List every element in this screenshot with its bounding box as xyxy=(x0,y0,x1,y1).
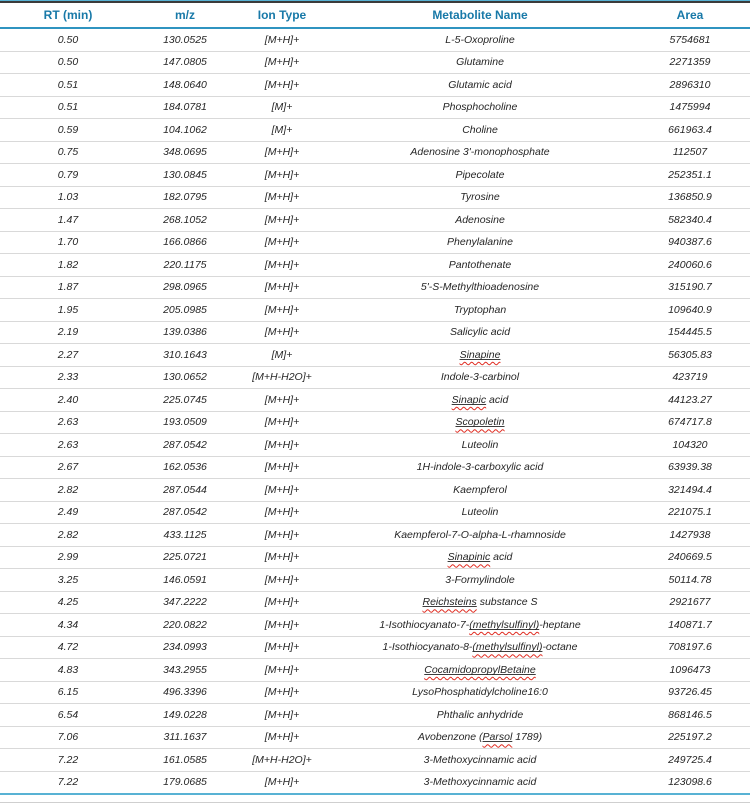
mz-cell: 161.0585 xyxy=(136,749,234,772)
area-cell: 2271359 xyxy=(630,51,750,74)
rt-cell: 3.25 xyxy=(0,569,136,592)
rt-cell: 6.15 xyxy=(0,681,136,704)
metabolite-name-cell: Luteolin xyxy=(330,434,630,457)
misspelled-word: Reichsteins xyxy=(422,596,477,609)
misspelled-word: (methylsulfinyl) xyxy=(472,641,543,654)
table-row xyxy=(0,524,750,547)
area-cell: 661963.4 xyxy=(630,119,750,142)
area-cell: 140871.7 xyxy=(630,614,750,637)
rt-cell: 0.79 xyxy=(0,164,136,187)
table-row xyxy=(0,501,750,524)
mz-cell: 298.0965 xyxy=(136,276,234,299)
misspelled-word: Scopoletin xyxy=(455,416,505,429)
mz-cell: 130.0845 xyxy=(136,164,234,187)
ion-type-cell: [M+H]+ xyxy=(234,141,330,164)
mz-cell: 182.0795 xyxy=(136,186,234,209)
table-row xyxy=(0,28,750,51)
ion-type-cell: [M]+ xyxy=(234,119,330,142)
rt-cell: 0.59 xyxy=(0,119,136,142)
ion-type-cell: [M]+ xyxy=(234,96,330,119)
table-row xyxy=(0,366,750,389)
rt-cell: 1.87 xyxy=(0,276,136,299)
mz-cell: 220.0822 xyxy=(136,614,234,637)
rt-cell: 4.83 xyxy=(0,659,136,682)
mz-cell: 343.2955 xyxy=(136,659,234,682)
table-row xyxy=(0,254,750,277)
misspelled-word: Sinapinic xyxy=(447,551,491,564)
area-cell: 50114.78 xyxy=(630,569,750,592)
metabolite-name-cell: 3-Methoxycinnamic acid xyxy=(330,749,630,772)
metabolite-name-cell: Salicylic acid xyxy=(330,321,630,344)
table-row xyxy=(0,704,750,727)
table-row xyxy=(0,344,750,367)
mz-cell: 234.0993 xyxy=(136,636,234,659)
area-cell: 44123.27 xyxy=(630,389,750,412)
ion-type-cell: [M+H]+ xyxy=(234,74,330,97)
metabolite-name-cell: Phenylalanine xyxy=(330,231,630,254)
table-row xyxy=(0,119,750,142)
mz-cell: 225.0721 xyxy=(136,546,234,569)
table-row xyxy=(0,771,750,794)
ion-type-cell: [M+H]+ xyxy=(234,546,330,569)
mz-cell: 162.0536 xyxy=(136,456,234,479)
rt-cell: 2.63 xyxy=(0,411,136,434)
ion-type-cell: [M+H]+ xyxy=(234,254,330,277)
area-cell: 240060.6 xyxy=(630,254,750,277)
area-cell: 123098.6 xyxy=(630,771,750,794)
metabolite-name-cell: LysoPhosphatidylcholine16:0 xyxy=(330,681,630,704)
ion-type-cell: [M+H]+ xyxy=(234,591,330,614)
ion-type-cell: [M+H]+ xyxy=(234,681,330,704)
ion-type-cell: [M+H-H2O]+ xyxy=(234,366,330,389)
metabolite-name-cell: 1H-indole-3-carboxylic acid xyxy=(330,456,630,479)
mz-cell: 147.0805 xyxy=(136,51,234,74)
ion-type-cell: [M+H]+ xyxy=(234,501,330,524)
rt-cell: 0.50 xyxy=(0,28,136,51)
rt-cell: 2.82 xyxy=(0,479,136,502)
mz-cell: 193.0509 xyxy=(136,411,234,434)
table-row xyxy=(0,74,750,97)
table-row xyxy=(0,749,750,772)
mz-cell: 347.2222 xyxy=(136,591,234,614)
rt-cell: 1.47 xyxy=(0,209,136,232)
ion-type-cell: [M+H]+ xyxy=(234,771,330,794)
table-row xyxy=(0,276,750,299)
area-cell: 940387.6 xyxy=(630,231,750,254)
ion-type-cell: [M+H]+ xyxy=(234,659,330,682)
mz-cell: 268.1052 xyxy=(136,209,234,232)
ion-type-cell: [M+H]+ xyxy=(234,726,330,749)
mz-cell: 130.0525 xyxy=(136,28,234,51)
table-row xyxy=(0,164,750,187)
area-cell: 249725.4 xyxy=(630,749,750,772)
table-row xyxy=(0,51,750,74)
mz-cell: 130.0652 xyxy=(136,366,234,389)
ion-type-cell: [M+H]+ xyxy=(234,299,330,322)
table-row xyxy=(0,96,750,119)
rt-cell: 2.19 xyxy=(0,321,136,344)
table-row xyxy=(0,299,750,322)
metabolite-name-cell: Tyrosine xyxy=(330,186,630,209)
area-cell: 93726.45 xyxy=(630,681,750,704)
metabolite-name-cell: 3-Formylindole xyxy=(330,569,630,592)
metabolite-name-cell: Sinapinic acid xyxy=(330,546,630,569)
area-cell: 240669.5 xyxy=(630,546,750,569)
table-row xyxy=(0,186,750,209)
table-header xyxy=(0,2,750,28)
area-cell: 582340.4 xyxy=(630,209,750,232)
metabolite-name-cell: Adenosine 3'-monophosphate xyxy=(330,141,630,164)
mz-cell: 433.1125 xyxy=(136,524,234,547)
area-cell: 1475994 xyxy=(630,96,750,119)
metabolite-name-cell: Reichsteins substance S xyxy=(330,591,630,614)
ion-type-cell: [M+H]+ xyxy=(234,479,330,502)
rt-cell: 2.49 xyxy=(0,501,136,524)
table-row xyxy=(0,569,750,592)
area-cell: 1096473 xyxy=(630,659,750,682)
ion-type-cell: [M+H]+ xyxy=(234,411,330,434)
area-cell: 315190.7 xyxy=(630,276,750,299)
area-cell: 136850.9 xyxy=(630,186,750,209)
metabolite-name-cell: 1-Isothiocyanato-7-(methylsulfinyl)-heptane xyxy=(330,614,630,637)
ion-type-cell: [M+H]+ xyxy=(234,231,330,254)
area-cell: 225197.2 xyxy=(630,726,750,749)
mz-cell: 348.0695 xyxy=(136,141,234,164)
ion-type-cell: [M+H]+ xyxy=(234,209,330,232)
ion-type-cell: [M+H]+ xyxy=(234,614,330,637)
table-row xyxy=(0,231,750,254)
table-row xyxy=(0,141,750,164)
table-row xyxy=(0,659,750,682)
ion-type-cell: [M+H]+ xyxy=(234,186,330,209)
ion-type-cell: [M+H]+ xyxy=(234,524,330,547)
table-row xyxy=(0,479,750,502)
mz-cell: 287.0542 xyxy=(136,434,234,457)
metabolite-name-cell: Tryptophan xyxy=(330,299,630,322)
table-row xyxy=(0,209,750,232)
mz-cell: 139.0386 xyxy=(136,321,234,344)
rt-cell: 2.33 xyxy=(0,366,136,389)
rt-cell: 7.06 xyxy=(0,726,136,749)
ion-type-cell: [M+H]+ xyxy=(234,51,330,74)
metabolite-name-cell: Adenosine xyxy=(330,209,630,232)
metabolite-data-table xyxy=(0,1,750,795)
rt-cell: 6.54 xyxy=(0,704,136,727)
rt-cell: 4.72 xyxy=(0,636,136,659)
metabolite-name-cell: Avobenzone (Parsol 1789) xyxy=(330,726,630,749)
rt-cell: 1.82 xyxy=(0,254,136,277)
area-cell: 321494.4 xyxy=(630,479,750,502)
table-row xyxy=(0,614,750,637)
column-header-rt: RT (min) xyxy=(0,2,136,28)
ion-type-cell: [M+H]+ xyxy=(234,276,330,299)
area-cell: 708197.6 xyxy=(630,636,750,659)
metabolite-name-cell xyxy=(330,411,630,434)
column-header-mz: m/z xyxy=(136,2,234,28)
rt-cell: 4.34 xyxy=(0,614,136,637)
metabolite-name-cell: Choline xyxy=(330,119,630,142)
rt-cell: 2.99 xyxy=(0,546,136,569)
metabolite-name-cell xyxy=(330,344,630,367)
metabolite-name-cell: 5'-S-Methylthioadenosine xyxy=(330,276,630,299)
column-header-ion-type: Ion Type xyxy=(234,2,330,28)
metabolite-name-cell: 1-Isothiocyanato-8-(methylsulfinyl)-octane xyxy=(330,636,630,659)
table-row xyxy=(0,726,750,749)
table-row xyxy=(0,591,750,614)
ion-type-cell: [M+H]+ xyxy=(234,456,330,479)
ion-type-cell: [M+H]+ xyxy=(234,389,330,412)
table-row xyxy=(0,434,750,457)
rt-cell: 0.51 xyxy=(0,96,136,119)
table-row xyxy=(0,411,750,434)
area-cell: 112507 xyxy=(630,141,750,164)
rt-cell: 2.67 xyxy=(0,456,136,479)
ion-type-cell: [M+H]+ xyxy=(234,434,330,457)
area-cell: 63939.38 xyxy=(630,456,750,479)
area-cell: 2896310 xyxy=(630,74,750,97)
column-header-area: Area xyxy=(630,2,750,28)
area-cell: 154445.5 xyxy=(630,321,750,344)
area-cell: 109640.9 xyxy=(630,299,750,322)
ion-type-cell: [M+H]+ xyxy=(234,164,330,187)
mz-cell: 310.1643 xyxy=(136,344,234,367)
column-header-metabolite-name: Metabolite Name xyxy=(330,2,630,28)
area-cell: 5754681 xyxy=(630,28,750,51)
rt-cell: 1.03 xyxy=(0,186,136,209)
metabolite-name-cell: Kaempferol-7-O-alpha-L-rhamnoside xyxy=(330,524,630,547)
table-row xyxy=(0,546,750,569)
ion-type-cell: [M+H]+ xyxy=(234,321,330,344)
ion-type-cell: [M+H]+ xyxy=(234,28,330,51)
mz-cell: 146.0591 xyxy=(136,569,234,592)
metabolite-name-cell: L-5-Oxoproline xyxy=(330,28,630,51)
misspelled-word: (methylsulfinyl) xyxy=(469,618,540,631)
metabolite-name-cell: Glutamic acid xyxy=(330,74,630,97)
ion-type-cell: [M+H]+ xyxy=(234,636,330,659)
mz-cell: 496.3396 xyxy=(136,681,234,704)
metabolite-name-cell: Indole-3-carbinol xyxy=(330,366,630,389)
table-row xyxy=(0,681,750,704)
ion-type-cell: [M+H-H2O]+ xyxy=(234,749,330,772)
rt-cell: 1.70 xyxy=(0,231,136,254)
table-body xyxy=(0,28,750,794)
metabolite-name-cell: Pipecolate xyxy=(330,164,630,187)
area-cell: 56305.83 xyxy=(630,344,750,367)
mz-cell: 311.1637 xyxy=(136,726,234,749)
rt-cell: 2.82 xyxy=(0,524,136,547)
area-cell: 252351.1 xyxy=(630,164,750,187)
misspelled-word: Sinapine xyxy=(459,348,501,361)
misspelled-word: CocamidopropylBetaine xyxy=(424,663,536,676)
ion-type-cell: [M]+ xyxy=(234,344,330,367)
mz-cell: 287.0544 xyxy=(136,479,234,502)
rt-cell: 2.63 xyxy=(0,434,136,457)
metabolite-name-cell: Pantothenate xyxy=(330,254,630,277)
metabolite-name-cell: 3-Methoxycinnamic acid xyxy=(330,771,630,794)
metabolite-name-cell: Phthalic anhydride xyxy=(330,704,630,727)
mz-cell: 179.0685 xyxy=(136,771,234,794)
rt-cell: 0.51 xyxy=(0,74,136,97)
metabolite-name-cell: Kaempferol xyxy=(330,479,630,502)
area-cell: 868146.5 xyxy=(630,704,750,727)
table-row xyxy=(0,636,750,659)
mz-cell: 220.1175 xyxy=(136,254,234,277)
area-cell: 2921677 xyxy=(630,591,750,614)
mz-cell: 184.0781 xyxy=(136,96,234,119)
rt-cell: 1.95 xyxy=(0,299,136,322)
misspelled-word: Parsol xyxy=(482,731,513,744)
rt-cell: 7.22 xyxy=(0,771,136,794)
table-row xyxy=(0,389,750,412)
rt-cell: 2.27 xyxy=(0,344,136,367)
area-cell: 104320 xyxy=(630,434,750,457)
mz-cell: 225.0745 xyxy=(136,389,234,412)
rt-cell: 0.75 xyxy=(0,141,136,164)
mz-cell: 148.0640 xyxy=(136,74,234,97)
misspelled-word: Sinapic xyxy=(451,393,487,406)
table-row xyxy=(0,321,750,344)
rt-cell: 7.22 xyxy=(0,749,136,772)
area-cell: 221075.1 xyxy=(630,501,750,524)
area-cell: 1427938 xyxy=(630,524,750,547)
header-row xyxy=(0,2,750,28)
table-row xyxy=(0,456,750,479)
metabolite-name-cell: Glutamine xyxy=(330,51,630,74)
area-cell: 423719 xyxy=(630,366,750,389)
ion-type-cell: [M+H]+ xyxy=(234,569,330,592)
metabolite-name-cell xyxy=(330,659,630,682)
mz-cell: 205.0985 xyxy=(136,299,234,322)
metabolite-name-cell: Phosphocholine xyxy=(330,96,630,119)
rt-cell: 2.40 xyxy=(0,389,136,412)
mz-cell: 104.1062 xyxy=(136,119,234,142)
ion-type-cell: [M+H]+ xyxy=(234,704,330,727)
mz-cell: 149.0228 xyxy=(136,704,234,727)
rt-cell: 0.50 xyxy=(0,51,136,74)
area-cell: 674717.8 xyxy=(630,411,750,434)
metabolite-name-cell: Sinapic acid xyxy=(330,389,630,412)
rt-cell: 4.25 xyxy=(0,591,136,614)
mz-cell: 287.0542 xyxy=(136,501,234,524)
metabolite-name-cell: Luteolin xyxy=(330,501,630,524)
mz-cell: 166.0866 xyxy=(136,231,234,254)
